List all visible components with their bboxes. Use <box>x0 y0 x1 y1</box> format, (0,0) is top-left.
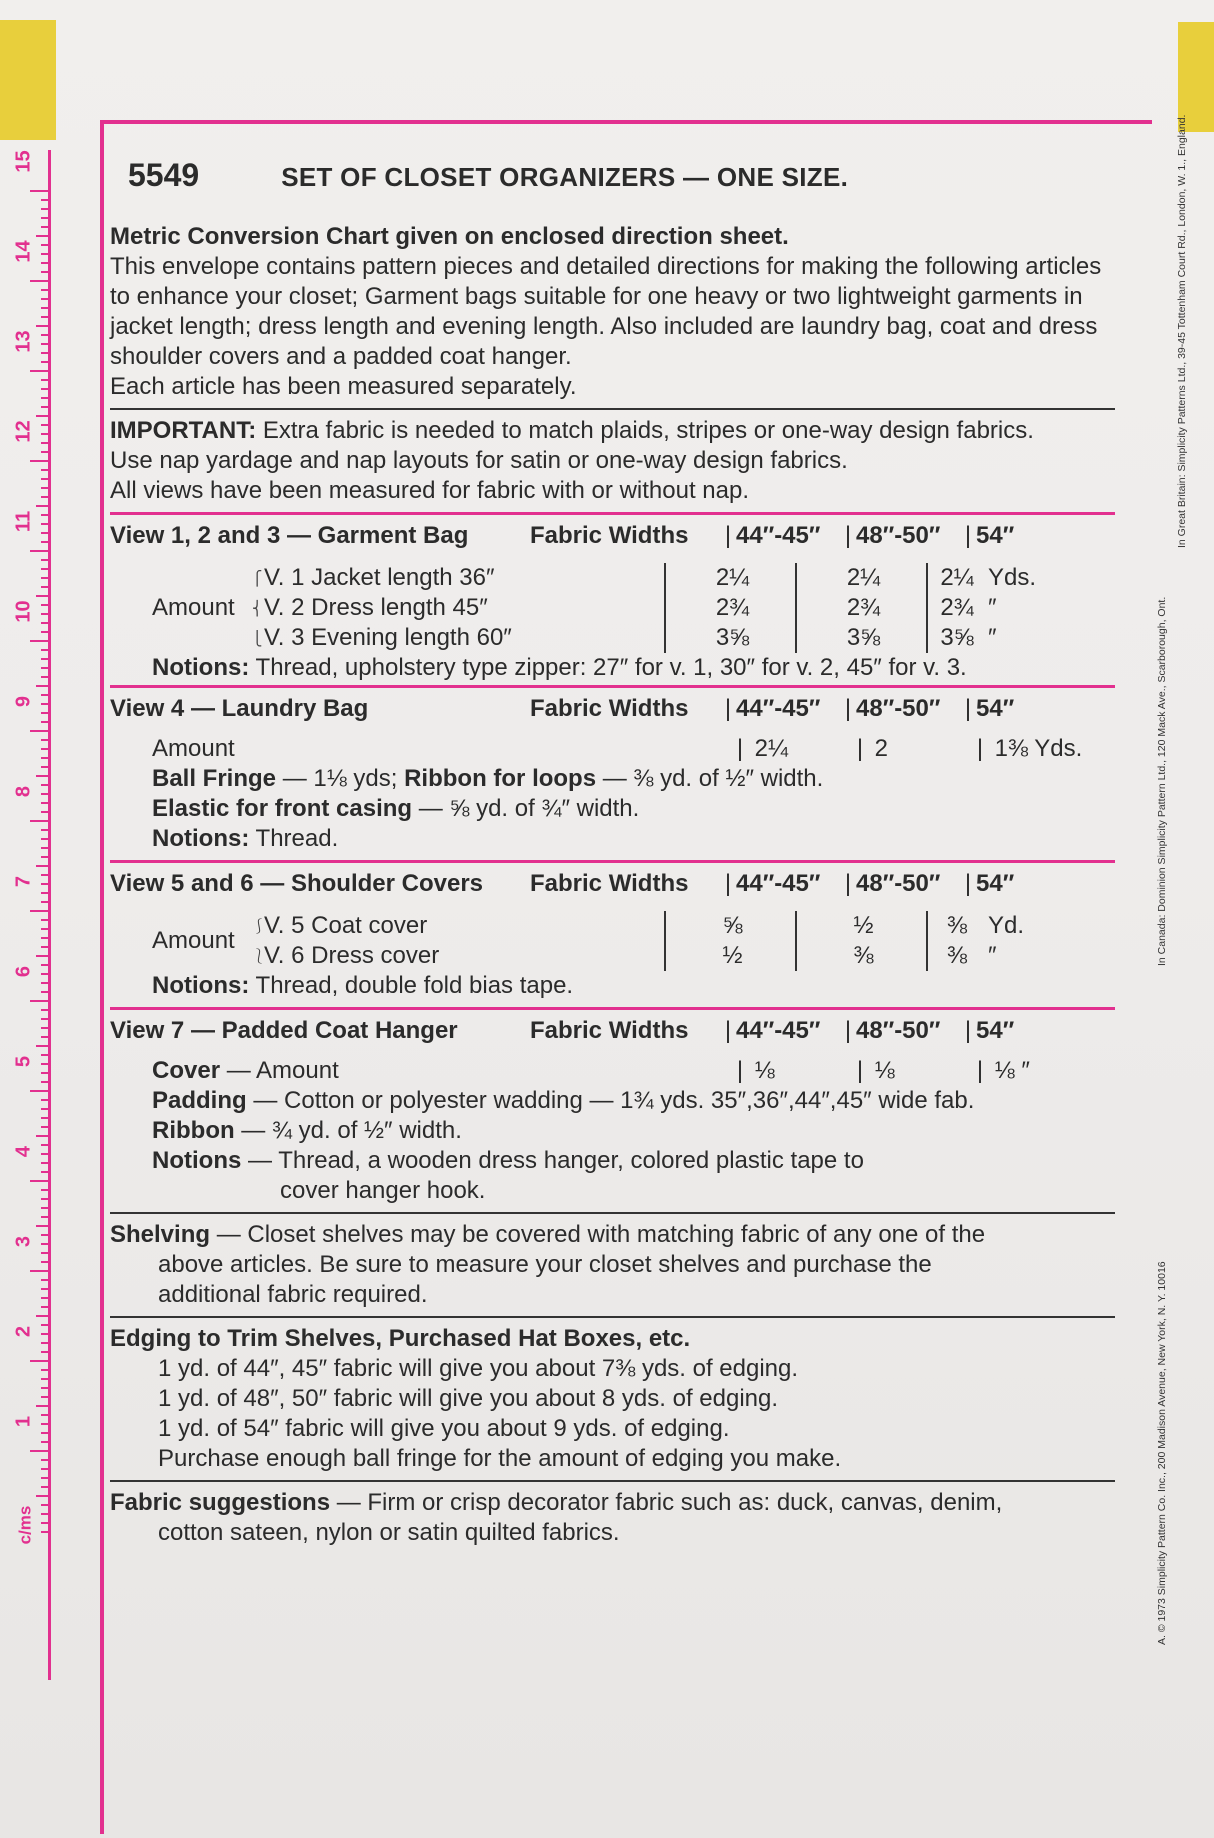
view7-notions-2: cover hanger hook. <box>280 1177 486 1204</box>
important-note <box>110 416 1115 446</box>
ruler-tick <box>41 532 48 534</box>
header <box>110 157 1115 204</box>
ruler-tick <box>41 1036 48 1038</box>
fabric-widths-label: Fabric Widths <box>530 1017 689 1044</box>
ruler-tick <box>41 811 48 813</box>
ruler-tick <box>36 325 48 327</box>
ruler-tick <box>41 847 48 849</box>
amount-value: 3⅝ <box>846 624 881 651</box>
ruler-tick <box>41 316 48 318</box>
row-label: V. 3 Evening length 60″ <box>264 624 512 651</box>
amount-value: 1⅜ <box>994 735 1029 762</box>
width-44: 44″-45″ <box>736 870 821 897</box>
ruler-number: 5 <box>12 1055 35 1068</box>
ruler-tick <box>41 1288 48 1290</box>
ruler-tick <box>41 964 48 966</box>
amount-value: 3⅝ <box>715 624 750 651</box>
ruler-tick <box>41 1099 48 1101</box>
ruler-tick <box>41 622 48 624</box>
ruler-tick <box>41 208 48 210</box>
ruler-tick <box>41 946 48 948</box>
amount-value: 2¾ <box>846 594 881 621</box>
ribbon-label: Ribbon <box>152 1117 235 1144</box>
amount-value: 2 <box>874 735 889 762</box>
ruler-tick <box>36 1495 48 1497</box>
important-text: Extra fabric is needed to match plaids, stripes or one-way design fabrics. <box>256 417 1034 444</box>
ruler-tick <box>30 820 48 822</box>
ruler-tick <box>41 442 48 444</box>
amount-value: ⅛ <box>994 1057 1015 1084</box>
ruler-tick <box>41 721 48 723</box>
shelving-note <box>110 1220 1115 1250</box>
ruler-number: 15 <box>12 150 35 173</box>
ruler-tick <box>36 1045 48 1047</box>
ruler-unit: c/ms <box>15 1505 35 1545</box>
shelving-line-3: additional fabric required. <box>158 1281 428 1308</box>
ruler-number: 3 <box>12 1235 35 1248</box>
ruler-tick <box>41 1198 48 1200</box>
ruler-tick <box>41 1054 48 1056</box>
ruler-tick <box>41 298 48 300</box>
ruler-tick <box>41 1063 48 1065</box>
notions-text: Thread, upholstery type zipper: 27″ for v. 1, 30″ for v. 2, 45″ for v. 3. <box>249 654 967 681</box>
ruler-tick <box>41 559 48 561</box>
pattern-title: SET OF CLOSET ORGANIZERS — ONE SIZE. <box>281 162 849 192</box>
ruler-tick <box>41 874 48 876</box>
ruler-number: 10 <box>12 600 35 623</box>
side-text-canada: In Canada: Dominion Simplicity Pattern Ltd., 120 Mack Ave., Scarborough, Ont. <box>1156 596 1168 966</box>
ruler-tick <box>41 568 48 570</box>
nap-note: Use nap yardage and nap layouts for satin or one-way design fabrics. <box>110 447 848 474</box>
ruler-tick <box>36 865 48 867</box>
ruler-tick <box>41 1333 48 1335</box>
ruler-tick <box>36 1315 48 1317</box>
ruler-tick <box>30 640 48 642</box>
ruler-tick <box>41 649 48 651</box>
ruler-tick <box>41 856 48 858</box>
edging-line: Purchase enough ball fringe for the amount of edging you make. <box>158 1445 842 1472</box>
ruler-tick <box>41 343 48 345</box>
width-44: 44″-45″ <box>736 695 821 722</box>
ruler-tick <box>41 289 48 291</box>
ruler-tick <box>30 1360 48 1362</box>
ruler-tick <box>41 1144 48 1146</box>
ruler-tick <box>30 1090 48 1092</box>
ruler-tick <box>41 199 48 201</box>
view56-notions <box>110 971 1115 1001</box>
ruler-tick <box>41 631 48 633</box>
width-54: 54″ <box>976 522 1015 549</box>
fringe-label: Ball Fringe <box>152 765 277 792</box>
ruler-tick <box>41 424 48 426</box>
row-label: V. 5 Coat cover <box>264 912 428 939</box>
suggestions-text: — Firm or crisp decorator fabric such as: duck, canvas, denim, <box>330 1489 1003 1516</box>
suggestions-line-2: cotton sateen, nylon or satin quilted fabrics. <box>158 1519 620 1546</box>
ruler-tick <box>41 1216 48 1218</box>
notions-label: Notions: <box>152 825 250 852</box>
amount-value: 2¼ <box>754 735 789 762</box>
ruler-tick <box>30 1000 48 1002</box>
ruler-tick <box>41 352 48 354</box>
ruler-tick <box>41 433 48 435</box>
amount-value: 2¾ <box>940 594 974 621</box>
ruler-tick <box>41 253 48 255</box>
ruler-tick <box>41 1324 48 1326</box>
view4-fringe <box>110 764 1115 794</box>
unit: ″ <box>988 624 997 651</box>
ruler-tick <box>30 550 48 552</box>
ruler-tick <box>41 613 48 615</box>
edging-line: 1 yd. of 54″ fabric will give you about 9 yds. of edging. <box>158 1415 730 1442</box>
ruler-tick <box>41 1072 48 1074</box>
ruler-tick <box>41 334 48 336</box>
ruler-tick <box>41 1342 48 1344</box>
metric-note: Metric Conversion Chart given on enclosed direction sheet. <box>110 223 789 250</box>
width-48: 48″-50″ <box>856 870 941 897</box>
fabric-widths-label: Fabric Widths <box>530 522 689 549</box>
amount-value: 2¼ <box>715 564 750 591</box>
ruler-number: 4 <box>12 1145 35 1158</box>
fabric-widths-label: Fabric Widths <box>530 870 689 897</box>
notions-text: Thread. <box>249 825 339 852</box>
ruler-tick <box>41 667 48 669</box>
unit: Yd. <box>988 912 1025 939</box>
padding-text: — Cotton or polyester wadding — 1¾ yds. 35″,36″,44″,45″ wide fab. <box>246 1087 975 1114</box>
elastic-label: Elastic for front casing <box>152 795 413 822</box>
ruler-tick <box>41 703 48 705</box>
ruler-tick <box>41 1423 48 1425</box>
ruler-tick <box>30 1450 48 1452</box>
ruler-tick <box>41 1162 48 1164</box>
padding-label: Padding <box>152 1087 247 1114</box>
ruler-tick <box>36 595 48 597</box>
ruler-tick <box>41 919 48 921</box>
width-54: 54″ <box>976 695 1015 722</box>
notions-label: Notions: <box>152 654 250 681</box>
ruler-tick <box>41 541 48 543</box>
ruler-number: 1 <box>12 1415 35 1428</box>
ruler-tick <box>41 226 48 228</box>
divider <box>110 408 1115 410</box>
ruler-tick <box>41 1261 48 1263</box>
ruler-tick <box>41 802 48 804</box>
ruler-tick <box>41 1513 48 1515</box>
ruler-tick <box>41 1108 48 1110</box>
measuring-ruler <box>0 150 51 1680</box>
ruler-tick <box>41 397 48 399</box>
ruler-number: 12 <box>12 420 35 443</box>
ruler-tick <box>30 460 48 462</box>
ruler-tick <box>36 775 48 777</box>
ruler-tick <box>41 1387 48 1389</box>
notions-label: Notions <box>152 1147 242 1174</box>
row-label: V. 1 Jacket length 36″ <box>264 564 495 591</box>
ruler-tick <box>30 730 48 732</box>
pattern-info <box>110 157 1115 1548</box>
ruler-tick <box>41 991 48 993</box>
ruler-tick <box>41 1486 48 1488</box>
ruler-tick <box>41 1243 48 1245</box>
view123-header: View 1, 2 and 3 — Garment Bag Fabric Widths | 44″-45″ | 48″-50″ | 54″ <box>110 522 1015 549</box>
ruler-tick <box>30 1180 48 1182</box>
amount-value: 3⅝ <box>940 624 974 651</box>
divider <box>110 512 1115 515</box>
amount-value: ⅛ <box>754 1057 775 1084</box>
ruler-tick <box>41 1018 48 1020</box>
width-48: 48″-50″ <box>856 522 941 549</box>
ruler-tick <box>41 757 48 759</box>
edging-title: Edging to Trim Shelves, Purchased Hat Boxes, etc. <box>110 1325 691 1352</box>
ruler-tick <box>41 379 48 381</box>
ruler-tick <box>41 1081 48 1083</box>
ruler-tick <box>41 1027 48 1029</box>
ruler-tick <box>41 496 48 498</box>
ruler-tick <box>41 1396 48 1398</box>
shelving-line-2: above articles. Be sure to measure your closet shelves and purchase the <box>158 1251 932 1278</box>
ruler-tick <box>41 676 48 678</box>
ribbon-label: Ribbon for loops <box>404 765 597 792</box>
shelving-text: — Closet shelves may be covered with matching fabric of any one of the <box>210 1221 986 1248</box>
ribbon-text: — ⅜ yd. of ½″ width. <box>596 765 824 792</box>
divider <box>110 1212 1115 1214</box>
ruler-tick <box>41 658 48 660</box>
ruler-tick <box>41 478 48 480</box>
ruler-number: 8 <box>12 785 35 798</box>
view4-title: View 4 — Laundry Bag <box>110 695 369 722</box>
ruler-tick <box>41 1117 48 1119</box>
ruler-tick <box>41 937 48 939</box>
fabric-widths-label: Fabric Widths <box>530 695 689 722</box>
ruler-tick <box>41 487 48 489</box>
view123-title: View 1, 2 and 3 — Garment Bag <box>110 522 469 549</box>
fringe-text: — 1⅛ yds; <box>276 765 405 792</box>
ruler-tick <box>41 1351 48 1353</box>
views-note: All views have been measured for fabric with or without nap. <box>110 477 749 504</box>
side-text-usa: A. © 1973 Simplicity Pattern Co. Inc., 200 Madison Avenue, New York, N. Y. 10016 <box>1156 1261 1168 1645</box>
amount-value: ½ <box>722 942 743 969</box>
suggestions-label: Fabric suggestions <box>110 1489 331 1516</box>
view123-amount: Amount ⎧ ⎨ ⎩ V. 1 Jacket length 36″ V. 2 Dress length 45″ V. 3 Evening length 60″ 2¼ 2¾ 3⅝ 2¼ 2¾ 3⅝ 2¼ 2¾ 3⅝ Yds. ″ ″ <box>110 563 1115 653</box>
ribbon-text: — ¾ yd. of ½″ width. <box>234 1117 462 1144</box>
divider <box>110 685 1115 688</box>
ruler-tick <box>41 1522 48 1524</box>
ruler-tick <box>41 1531 48 1533</box>
ruler-tick <box>41 883 48 885</box>
amount-value: ⅜ <box>946 942 967 969</box>
ruler-tick <box>41 388 48 390</box>
cover-text: — Amount <box>220 1057 339 1084</box>
ruler-tick <box>41 1252 48 1254</box>
ruler-tick <box>41 973 48 975</box>
ruler-tick <box>41 829 48 831</box>
edging-line: 1 yd. of 44″, 45″ fabric will give you about 7⅜ yds. of edging. <box>158 1355 799 1382</box>
ruler-tick <box>41 469 48 471</box>
view123-notions <box>110 653 1115 683</box>
ruler-tick <box>36 1405 48 1407</box>
view4-elastic <box>110 794 1115 824</box>
width-48: 48″-50″ <box>856 1017 941 1044</box>
ruler-tick <box>41 694 48 696</box>
ruler-tick <box>41 361 48 363</box>
intro-paragraph: This envelope contains pattern pieces and detailed directions for making the following articles to enhance your closet; Garment bags suitable for one heavy or two lightweight garments in jacket length; dress length and evening length. Also included are laundry bag, coat and dress shoulder covers and a padded coat hanger. <box>110 253 1102 370</box>
divider <box>110 1316 1115 1318</box>
ruler-tick <box>41 1189 48 1191</box>
fabric-suggestions <box>110 1488 1115 1518</box>
pattern-number: 5549 <box>128 157 200 193</box>
unit: ″ <box>988 942 997 969</box>
view56-title: View 5 and 6 — Shoulder Covers <box>110 870 484 897</box>
cover-label: Cover <box>152 1057 221 1084</box>
divider <box>110 1007 1115 1010</box>
unit: Yds. <box>988 564 1037 591</box>
ruler-tick <box>41 928 48 930</box>
ruler-tick <box>41 451 48 453</box>
ruler-tick <box>41 577 48 579</box>
view7-notions <box>110 1146 1115 1176</box>
view4-notions <box>110 824 1115 854</box>
width-44: 44″-45″ <box>736 522 821 549</box>
ruler-tick <box>36 685 48 687</box>
amount-value: ⅛ <box>874 1057 895 1084</box>
shelving-label: Shelving <box>110 1221 211 1248</box>
notions-label: Notions: <box>152 972 250 999</box>
width-54: 54″ <box>976 1017 1015 1044</box>
side-text-gb: In Great Britain: Simplicity Patterns Ltd., 39-45 Tottenham Court Rd., London, W. 1., England. <box>1176 114 1188 548</box>
ruler-tick <box>41 1414 48 1416</box>
amount-label: Amount <box>152 735 235 762</box>
ruler-number: 6 <box>12 965 35 978</box>
ruler-number: 14 <box>12 240 35 263</box>
edging-line: 1 yd. of 48″, 50″ fabric will give you about 8 yds. of edging. <box>158 1385 779 1412</box>
unit: ″ <box>988 594 997 621</box>
ruler-tick <box>41 1234 48 1236</box>
notions-text: — Thread, a wooden dress hanger, colored plastic tape to <box>241 1147 864 1174</box>
ruler-tick <box>41 1504 48 1506</box>
view4-header: View 4 — Laundry Bag Fabric Widths | 44″-45″ | 48″-50″ | 54″ <box>110 695 1015 722</box>
view7-header: View 7 — Padded Coat Hanger Fabric Widths | 44″-45″ | 48″-50″ | 54″ <box>110 1017 1015 1044</box>
amount-value: ⅜ <box>853 942 874 969</box>
ruler-tick <box>41 793 48 795</box>
amount-value: 2¾ <box>715 594 750 621</box>
ruler-tick <box>41 1279 48 1281</box>
ruler-tick <box>41 1009 48 1011</box>
view7-ribbon <box>110 1116 1115 1146</box>
ruler-tick <box>41 1468 48 1470</box>
ruler-tick <box>36 415 48 417</box>
amount-value: 2¼ <box>846 564 881 591</box>
unit: Yds. <box>1034 735 1083 762</box>
row-label: V. 2 Dress length 45″ <box>264 594 488 621</box>
elastic-text: — ⅝ yd. of ¾″ width. <box>412 795 640 822</box>
ruler-tick <box>41 748 48 750</box>
amount-label: Amount <box>152 927 235 954</box>
amount-value: ½ <box>853 912 874 939</box>
ruler-tick <box>41 1126 48 1128</box>
ruler-tick <box>41 982 48 984</box>
amount-value: 2¼ <box>940 564 974 591</box>
unit: ″ <box>1021 1057 1030 1084</box>
divider <box>110 860 1115 863</box>
ruler-number: 11 <box>12 510 35 533</box>
ruler-tick <box>36 1225 48 1227</box>
ruler-tick <box>41 1207 48 1209</box>
ruler-tick <box>41 838 48 840</box>
ruler-tick <box>41 1306 48 1308</box>
ruler-tick <box>41 271 48 273</box>
ruler-tick <box>41 1153 48 1155</box>
ruler-tick <box>41 766 48 768</box>
view7-padding <box>110 1086 1115 1116</box>
ruler-tick <box>41 604 48 606</box>
ruler-tick <box>41 784 48 786</box>
ruler-tick <box>41 892 48 894</box>
ruler-tick <box>41 901 48 903</box>
yellow-tab-left <box>0 20 56 140</box>
ruler-tick <box>41 1297 48 1299</box>
ruler-number: 13 <box>12 330 35 353</box>
width-44: 44″-45″ <box>736 1017 821 1044</box>
ruler-tick <box>30 370 48 372</box>
ruler-tick <box>41 1378 48 1380</box>
ruler-tick <box>41 739 48 741</box>
view56-amount: Amount ⎰ ⎱ V. 5 Coat cover V. 6 Dress cover ⅝ ½ ½ ⅜ ⅜ ⅜ Yd. ″ <box>110 911 1115 971</box>
ruler-number: 7 <box>12 875 35 888</box>
ruler-tick <box>41 1369 48 1371</box>
divider <box>110 1480 1115 1482</box>
intro-paragraph-2: Each article has been measured separately. <box>110 373 577 400</box>
ruler-tick <box>41 406 48 408</box>
ruler-tick <box>41 217 48 219</box>
view56-header: View 5 and 6 — Shoulder Covers Fabric Widths | 44″-45″ | 48″-50″ | 54″ <box>110 870 1015 897</box>
ruler-tick <box>30 910 48 912</box>
ruler-tick <box>30 190 48 192</box>
ruler-tick <box>41 514 48 516</box>
ruler-tick <box>36 1135 48 1137</box>
ruler-tick <box>36 505 48 507</box>
important-label: IMPORTANT: <box>110 417 257 444</box>
ruler-tick <box>41 586 48 588</box>
ruler-tick <box>41 1441 48 1443</box>
row-label: V. 6 Dress cover <box>264 942 440 969</box>
ruler-tick <box>30 1270 48 1272</box>
ruler-tick <box>41 1459 48 1461</box>
width-48: 48″-50″ <box>856 695 941 722</box>
amount-value: ⅝ <box>722 912 743 939</box>
view4-amount: Amount | 2¼ | 2 | 1⅜ Yds. <box>110 734 1115 764</box>
ruler-tick <box>41 712 48 714</box>
ruler-number: 9 <box>12 695 35 708</box>
width-54: 54″ <box>976 870 1015 897</box>
ruler-tick <box>41 1432 48 1434</box>
ruler-tick <box>36 955 48 957</box>
ruler-tick <box>41 523 48 525</box>
view7-title: View 7 — Padded Coat Hanger <box>110 1017 458 1044</box>
amount-label: Amount <box>152 594 235 621</box>
ruler-tick <box>30 280 48 282</box>
view7-cover: Cover — Amount | ⅛ | ⅛ | ⅛ ″ <box>152 1057 1030 1084</box>
ruler-tick <box>36 235 48 237</box>
ruler-tick <box>41 1477 48 1479</box>
ruler-tick <box>41 244 48 246</box>
ruler-number: 2 <box>12 1325 35 1338</box>
amount-value: ⅜ <box>946 912 967 939</box>
ruler-tick <box>41 307 48 309</box>
ruler-tick <box>41 262 48 264</box>
ruler-tick <box>41 1171 48 1173</box>
notions-text: Thread, double fold bias tape. <box>249 972 574 999</box>
